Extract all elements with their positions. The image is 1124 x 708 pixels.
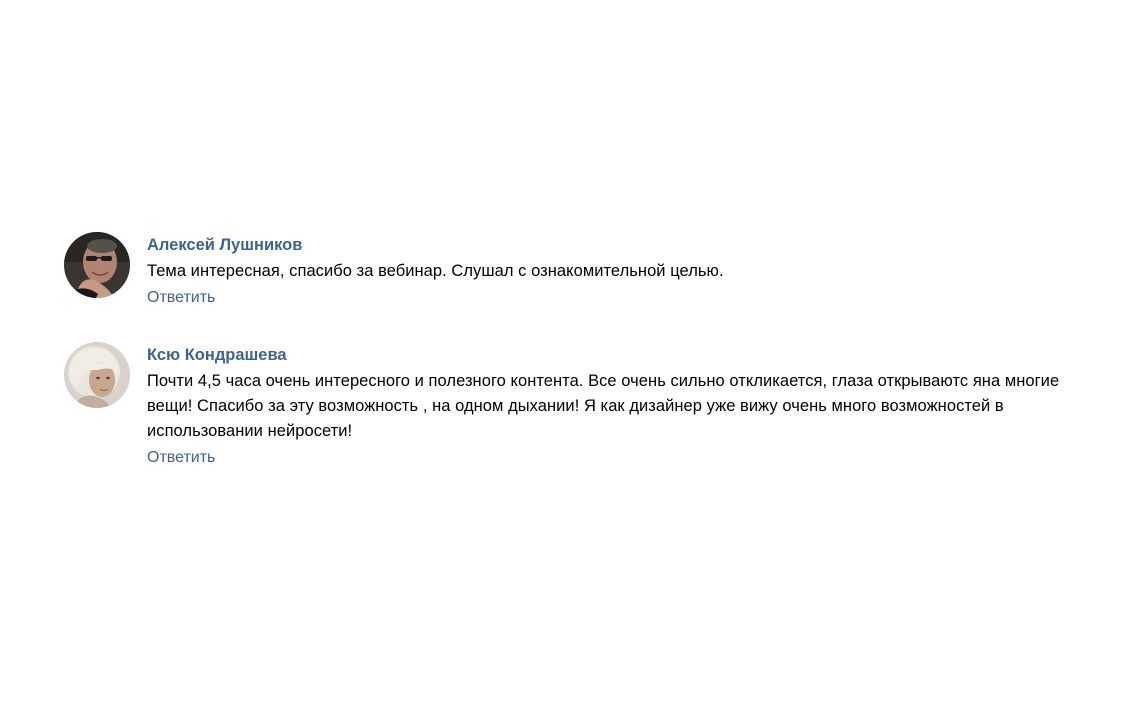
comment-body: [147, 342, 1064, 469]
avatar[interactable]: [64, 232, 130, 298]
reply-link[interactable]: Ответить: [147, 449, 216, 466]
comment-author[interactable]: Ксю Кондрашева: [147, 346, 287, 364]
comment-body: [147, 232, 1064, 309]
comment-text: Тема интересная, спасибо за вебинар. Слушал с ознакомительной целью.: [147, 262, 724, 280]
comment-item: [64, 342, 1064, 469]
comment-text: Почти 4,5 часа очень интересного и полезного контента. Все очень сильно откликается, глаза открываютс яна многие вещи! Спасибо за эту возможность , на одном дыхании! Я как дизайнер уже вижу очень много возможностей в использовании нейросети!: [147, 372, 1060, 440]
avatar[interactable]: [64, 342, 130, 408]
comment-item: [64, 232, 1064, 309]
reply-link[interactable]: Ответить: [147, 289, 216, 306]
comment-author[interactable]: Алексей Лушников: [147, 236, 303, 254]
comments-list: [64, 232, 1064, 469]
